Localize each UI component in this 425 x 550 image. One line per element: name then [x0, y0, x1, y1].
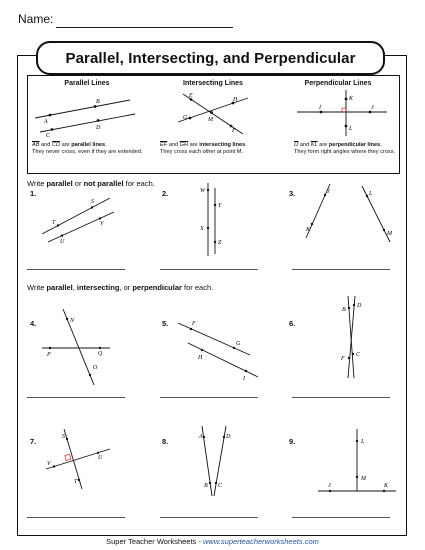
frame-top-right — [385, 55, 407, 56]
svg-text:U: U — [60, 239, 65, 245]
svg-text:K: K — [384, 483, 389, 489]
answer-line-7[interactable] — [27, 517, 125, 518]
svg-text:O: O — [93, 365, 98, 371]
def-heading-perpendicular: Perpendicular Lines — [304, 80, 372, 87]
answer-line-5[interactable] — [160, 397, 258, 398]
svg-text:S: S — [62, 434, 65, 440]
line-cd: $\overline{CD}$ — [51, 142, 61, 148]
svg-text:A: A — [199, 434, 203, 440]
svg-text:G: G — [236, 341, 241, 347]
svg-text:F: F — [192, 321, 196, 327]
svg-text:F: F — [341, 356, 345, 362]
svg-text:M: M — [387, 231, 392, 237]
svg-text:Q: Q — [98, 351, 103, 357]
point-label-a: A — [44, 119, 48, 125]
point-label-j: J — [371, 105, 374, 111]
svg-text:M: M — [361, 476, 366, 482]
problem-3-diagram — [300, 182, 400, 252]
point-label-l: L — [349, 126, 353, 132]
problem-number-6: 6. — [289, 319, 296, 328]
name-label: Name: — [18, 12, 54, 26]
answer-line-4[interactable] — [27, 397, 125, 398]
svg-text:B: B — [342, 307, 346, 313]
svg-text:B: B — [204, 483, 208, 489]
footer: Super Teacher Worksheets - www.superteacherworksheets.com — [106, 537, 319, 546]
line-ab: $\overline{AB}$ — [32, 142, 40, 148]
point-label-k: K — [349, 96, 354, 102]
svg-text:N: N — [70, 318, 75, 324]
page-title: Parallel, Intersecting, and Perpendicular — [36, 41, 385, 75]
problem-4-diagram — [38, 305, 128, 390]
problem-number-5: 5. — [162, 319, 169, 328]
point-label-b: B — [96, 99, 100, 105]
problem-number-8: 8. — [162, 437, 169, 446]
point-label-h: H — [233, 97, 238, 103]
svg-text:Z: Z — [218, 240, 222, 246]
problem-number-3: 3. — [289, 189, 296, 198]
svg-text:P: P — [47, 352, 51, 358]
svg-text:U: U — [98, 455, 103, 461]
parallel-lines-diagram — [30, 88, 140, 140]
problem-8-diagram — [190, 420, 240, 500]
point-label-m: M — [208, 117, 213, 123]
name-field-line[interactable] — [56, 27, 233, 28]
frame-bottom — [17, 535, 407, 536]
answer-line-1[interactable] — [27, 269, 125, 270]
svg-text:D: D — [357, 303, 362, 309]
point-label-d: D — [96, 125, 101, 131]
problem-number-1: 1. — [30, 189, 37, 198]
problem-9-diagram — [310, 425, 400, 495]
def-heading-parallel: Parallel Lines — [64, 80, 110, 87]
answer-line-8[interactable] — [160, 517, 258, 518]
def-heading-intersecting: Intersecting Lines — [183, 80, 243, 87]
frame-right — [406, 55, 407, 535]
point-label-e: E — [189, 93, 193, 99]
problem-number-4: 4. — [30, 319, 37, 328]
svg-text:Y: Y — [218, 203, 222, 209]
problem-1-diagram — [30, 190, 130, 250]
problem-number-9: 9. — [289, 437, 296, 446]
def-text-intersecting: $\overline{EF}$ and $\overline{GH}$ are intersecting lines. They cross each other at point M. — [160, 142, 247, 155]
svg-text:J: J — [327, 189, 330, 195]
line-ef: $\overline{EF}$ — [160, 142, 168, 148]
frame-top-left — [17, 55, 36, 56]
problem-number-7: 7. — [30, 437, 37, 446]
footer-brand: Super Teacher Worksheets — [106, 537, 197, 546]
svg-text:W: W — [200, 188, 205, 194]
point-label-g: G — [183, 115, 188, 121]
answer-line-2[interactable] — [160, 269, 258, 270]
svg-text:J: J — [328, 483, 331, 489]
answer-line-9[interactable] — [292, 517, 390, 518]
svg-text:D: D — [226, 434, 231, 440]
perpendicular-lines-diagram — [287, 88, 397, 140]
svg-text:X: X — [200, 226, 204, 232]
line-kl: $\overline{KL}$ — [310, 142, 318, 148]
problem-7-diagram — [40, 425, 130, 495]
intersecting-lines-diagram — [158, 88, 268, 140]
svg-text:L: L — [361, 439, 365, 445]
line-ij: $\overline{IJ}$ — [294, 142, 299, 148]
point-label-c: C — [46, 133, 51, 139]
svg-text:V: V — [47, 461, 51, 467]
problem-2-diagram — [190, 180, 240, 260]
def-text-perpendicular: $\overline{IJ}$ and $\overline{KL}$ are perpendicular lines. They form right angles where they cross. — [294, 142, 396, 155]
answer-line-6[interactable] — [292, 397, 390, 398]
svg-text:C: C — [356, 352, 361, 358]
section1-instruction: Write parallel or not parallel for each. — [27, 179, 155, 188]
svg-text:L: L — [369, 191, 373, 197]
svg-text:T: T — [74, 479, 78, 485]
def-text-parallel: $\overline{AB}$ and $\overline{CD}$ are parallel lines. They never cross, even if they are extended. — [32, 142, 143, 155]
line-gh: $\overline{GH}$ — [179, 142, 188, 148]
point-label-f: F — [232, 128, 236, 134]
svg-text:S: S — [91, 199, 94, 205]
problem-number-2: 2. — [162, 189, 169, 198]
svg-text:V: V — [100, 221, 104, 227]
footer-url-link[interactable]: www.superteacherworksheets.com — [202, 537, 319, 546]
svg-text:C: C — [218, 483, 223, 489]
section2-instruction: Write parallel, intersecting, or perpendicular for each. — [27, 283, 214, 292]
problem-5-diagram — [170, 315, 270, 385]
svg-text:H: H — [198, 355, 203, 361]
problem-6-diagram — [330, 292, 370, 382]
point-label-i: I — [319, 105, 321, 111]
svg-text:T: T — [52, 220, 56, 226]
svg-text:I: I — [243, 376, 245, 382]
frame-left — [17, 55, 18, 535]
svg-text:K: K — [306, 227, 311, 233]
answer-line-3[interactable] — [292, 269, 390, 270]
